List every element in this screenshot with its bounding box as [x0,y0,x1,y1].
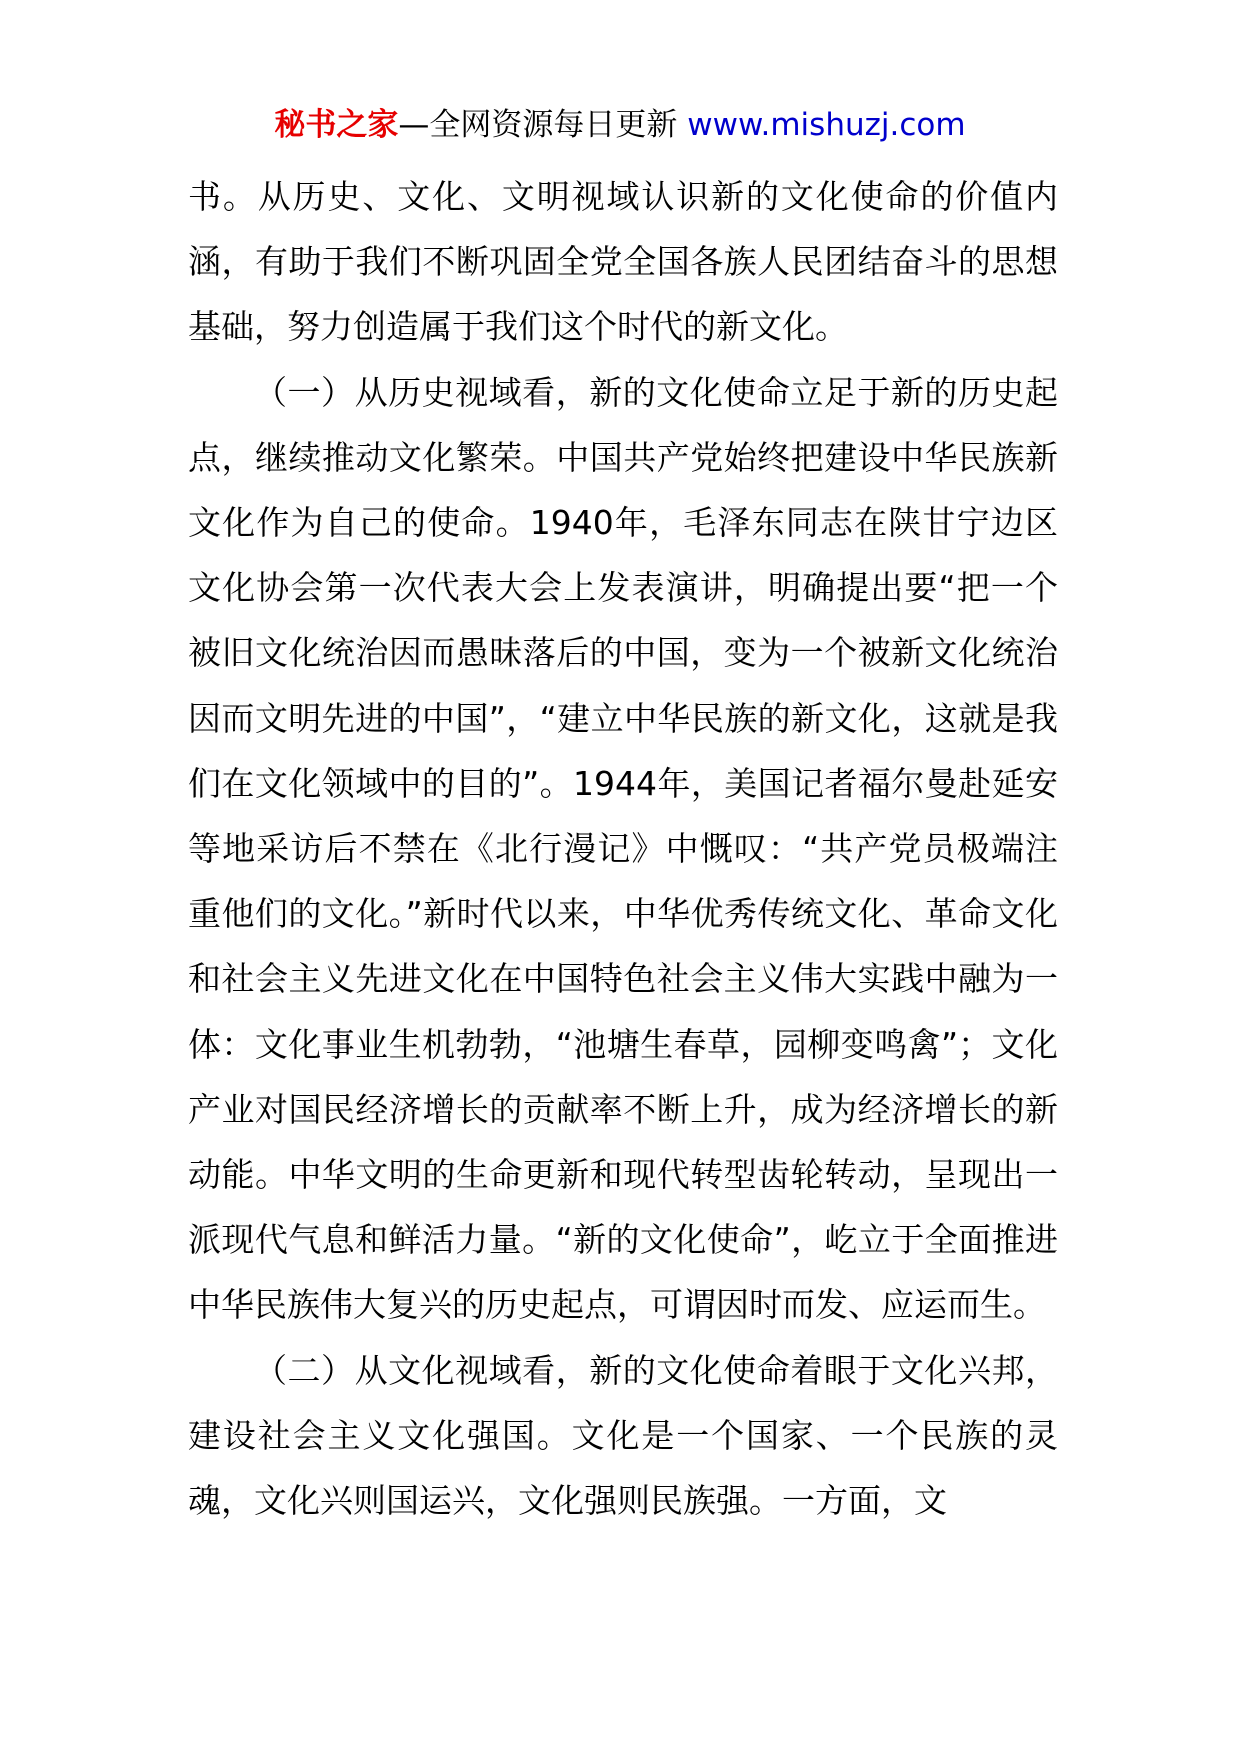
header-tagline: —全网资源每日更新 [398,107,678,143]
paragraph-culture-perspective: （二）从文化视域看，新的文化使命着眼于文化兴邦，建设社会主义文化强国。文化是一个国家、一个民族的灵魂，文化兴则国运兴，文化强则民族强。一方面，文 [188,1350,1058,1521]
document-body [188,164,1058,1533]
paragraph-history-perspective: （一）从历史视域看，新的文化使命立足于新的历史起点，继续推动文化繁荣。中国共产党始终把建设中华民族新文化作为自己的使命。1940年，毛泽东同志在陕甘宁边区文化协会第一次代表大会上发表演讲，明确提出要“把一个被旧文化统治因而愚昧落后的中国，变为一个被新文化统治因而文明先进的中国”，“建立中华民族的新文化，这就是我们在文化领域中的目的”。1944年，美国记者福尔曼赴延安等地采访后不禁在《北行漫记》中慨叹：“共产党员极端注重他们的文化。”新时代以来，中华优秀传统文化、革命文化和社会主义先进文化在中国特色社会主义伟大实践中融为一体：文化事业生机勃勃，“池塘生春草，园柳变鸣禽”；文化产业对国民经济增长的贡献率不断上升，成为经济增长的新动能。中华文明的生命更新和现代转型齿轮转动，呈现出一派现代气息和鲜活力量。“新的文化使命”，屹立于全面推进中华民族伟大复兴的历史起点，可谓因时而发、应运而生。 [188,372,1058,1325]
site-url-link[interactable]: www.mishuzj.com [687,107,966,143]
paragraph-continuation: 书。从历史、文化、文明视域认识新的文化使命的价值内涵，有助于我们不断巩固全党全国各族人民团结奋斗的思想基础，努力创造属于我们这个时代的新文化。 [188,177,1058,347]
brand-name: 秘书之家 [274,107,399,143]
page-header [0,104,1240,146]
